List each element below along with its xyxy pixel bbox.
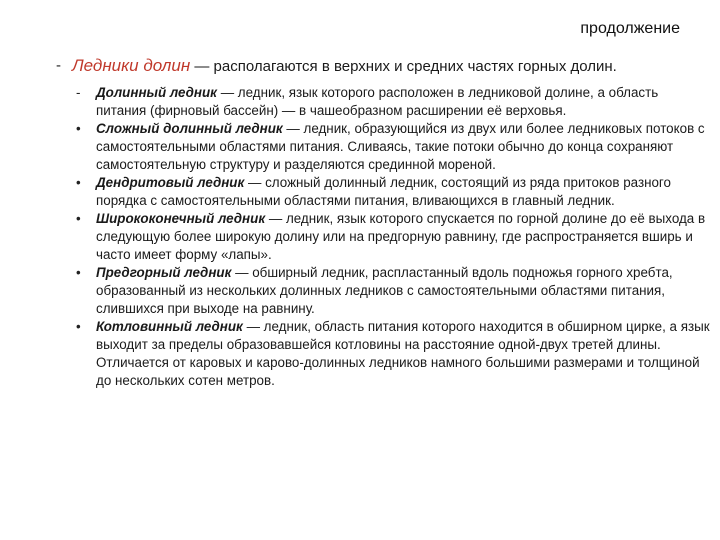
list-item-text: — ледник, область питания которого находится в обширном цирке, а язык выходит за пределы образовавшейся котловины на расстояние одной-двух третей длины. Отличается от каровых и карово-долинных ледников намного большими размерами и толщиной до нескольких сотен метров. [96, 319, 710, 388]
list-item-term: Дендритовый ледник [96, 175, 245, 190]
list-item-marker: • [76, 319, 81, 334]
list-item-text: — ледник, язык которого спускается по горной долине до её выхода в следующую более широкую долину или на предгорную равнину, где распространяется вширь и часто имеет форму «лапы». [96, 211, 706, 262]
list-item-term: Сложный долинный ледник [96, 121, 283, 136]
list-item-cirque-basin-glacier [76, 318, 712, 390]
list-item-term: Котловинный ледник [96, 319, 243, 334]
main-item-text: — располагаются в верхних и средних частях горных долин. [190, 58, 617, 75]
list-item-marker: • [76, 121, 81, 136]
continuation-label: продолжение [580, 20, 680, 37]
list-item-valley-glacier [76, 84, 712, 120]
list-item-marker: • [76, 211, 81, 226]
list-item-marker: • [76, 265, 81, 280]
list-item-dendritic-glacier [76, 174, 712, 210]
main-item-term: Ледники долин [72, 56, 191, 75]
list-item-marker: - [76, 85, 81, 100]
list-item-term: Ширококонечный ледник [96, 211, 266, 226]
main-list-item [56, 56, 706, 77]
list-item-expanded-foot-glacier [76, 210, 712, 264]
main-item-marker: - [56, 57, 61, 74]
list-item-text: — обширный ледник, распластанный вдоль подножья горного хребта, образованный из нескольких долинных ледников с самостоятельными областями питания, слившихся при выходе на равнину. [96, 265, 673, 316]
list-item-complex-valley-glacier [76, 120, 712, 174]
list-item-term: Предгорный ледник [96, 265, 232, 280]
list-item-text: — ледник, язык которого расположен в ледниковой долине, а область питания (фирновый бассейн) — в чашеобразном расширении её верховья. [96, 85, 659, 118]
list-item-piedmont-glacier [76, 264, 712, 318]
glacier-types-list [76, 84, 712, 390]
list-item-text: — ледник, образующийся из двух или более ледниковых потоков с самостоятельными областями питания. Сливаясь, такие потоки обычно до конца сохраняют самостоятельную структуру и разделяются срединной мореной. [96, 121, 705, 172]
list-item-term: Долинный ледник [96, 85, 217, 100]
main-item-body [56, 56, 706, 77]
list-item-marker: • [76, 175, 81, 190]
list-item-text: — сложный долинный ледник, состоящий из ряда притоков разного порядка с самостоятельными областями питания, вливающихся в главный ледник. [96, 175, 671, 208]
